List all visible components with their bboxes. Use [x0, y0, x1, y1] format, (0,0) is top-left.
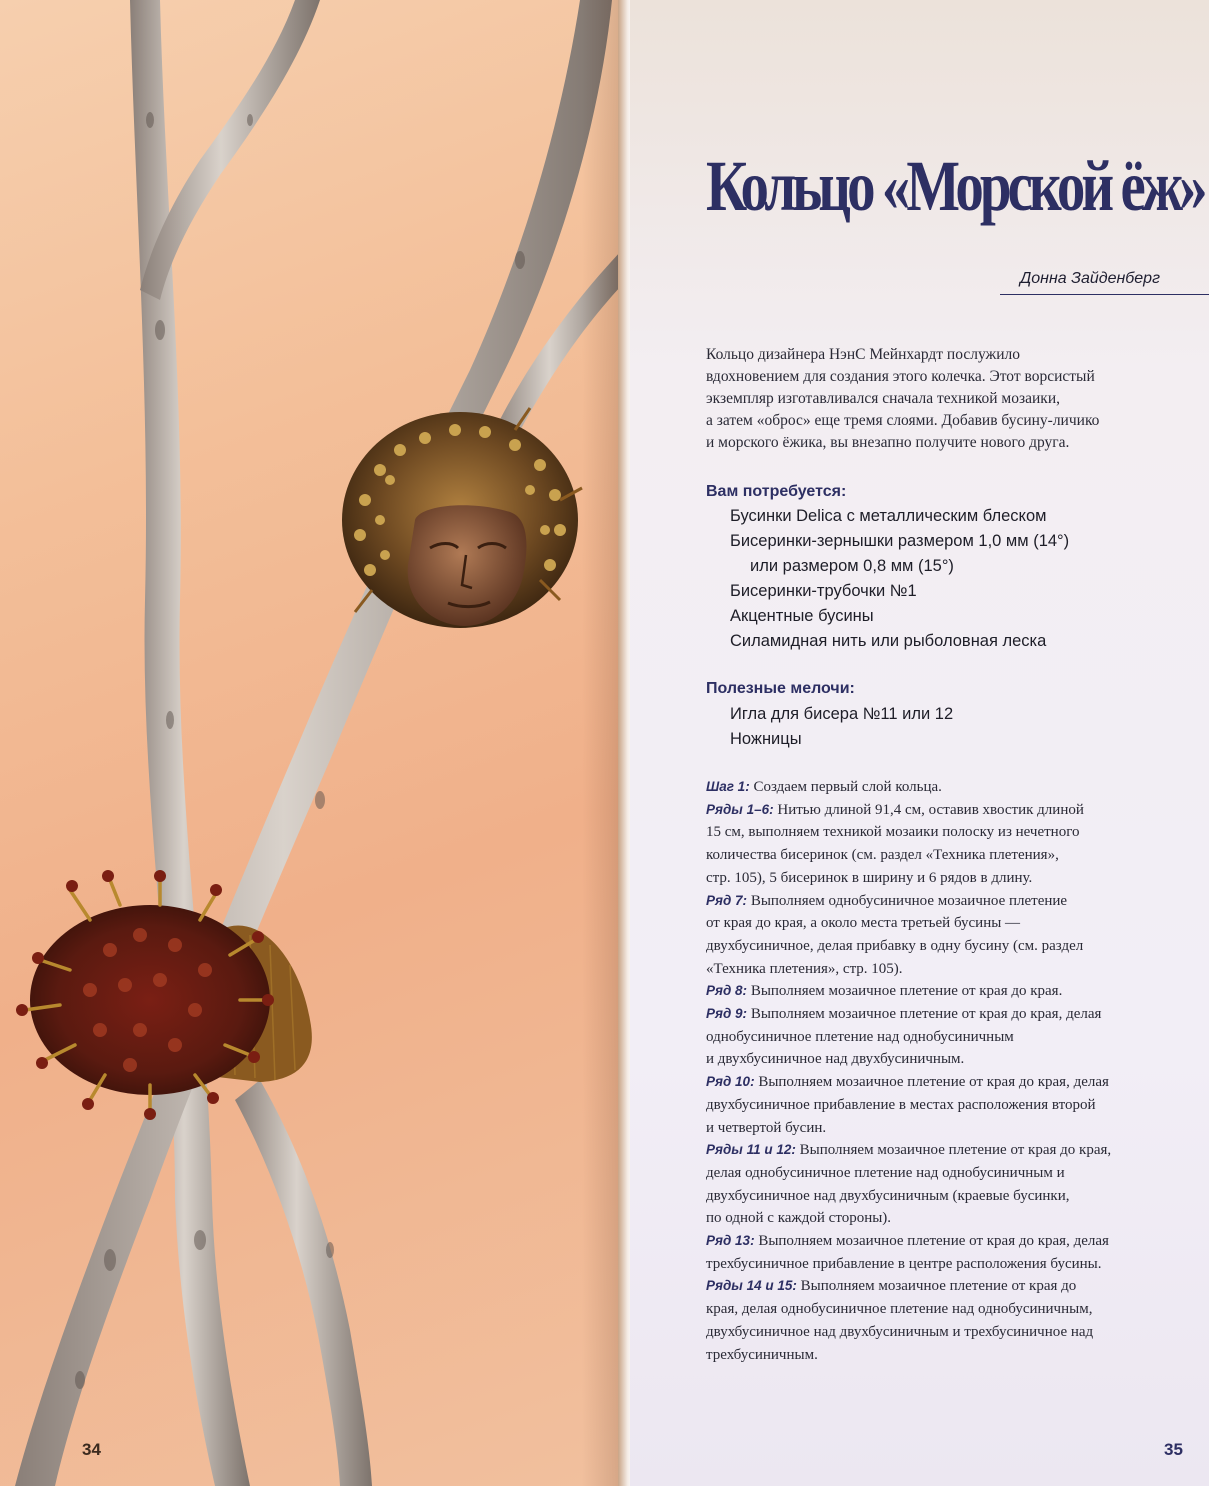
instruction-text: стр. 105), 5 бисеринок в ширину и 6 рядов в длину. [706, 869, 1033, 886]
intro-paragraph [706, 344, 1176, 454]
instruction-text: двухбусиничное, делая прибавку в одну бусину (см. раздел [706, 937, 1084, 954]
page-title: Кольцо «Морской ёж» [706, 146, 1204, 226]
instruction-label: Ряд 10: [706, 1074, 755, 1090]
instruction-line [706, 776, 1196, 799]
instructions [706, 776, 1196, 1366]
instruction-line [706, 1275, 1196, 1298]
instruction-text: количества бисеринок (см. раздел «Техника плетения», [706, 847, 1059, 864]
instruction-line [706, 1230, 1196, 1253]
instruction-label: Ряды 11 и 12: [706, 1142, 796, 1158]
instruction-text: Выполняем однобусиничное мозаичное плетение [747, 892, 1068, 909]
list-item: или размером 0,8 мм (15°) [750, 557, 954, 575]
instruction-text: трехбусиничным. [706, 1346, 818, 1363]
instruction-text: Выполняем мозаичное плетение от края до края, делая [754, 1074, 1109, 1091]
instruction-text: Создаем первый слой кольца. [749, 779, 942, 795]
instruction-line [706, 1162, 1196, 1185]
instruction-line [706, 844, 1196, 867]
instruction-line [706, 867, 1196, 890]
instruction-text: по одной с каждой стороны). [706, 1210, 892, 1227]
instruction-line [706, 1185, 1196, 1208]
instruction-label: Ряд 13: [706, 1233, 755, 1249]
instruction-text: «Техника плетения», стр. 105). [706, 960, 903, 977]
intro-line: вдохновением для создания этого колечка. Этот ворсистый [706, 368, 1095, 385]
instruction-line [706, 980, 1196, 1003]
sea-urchin-ring-face [342, 408, 582, 628]
list-item: Силамидная нить или рыболовная леска [730, 632, 1047, 650]
instruction-line [706, 1071, 1196, 1094]
instruction-text: двухбусиничное над двухбусиничным (краевые бусинки, [706, 1187, 1070, 1204]
list-item: Акцентные бусины [730, 607, 874, 625]
instruction-text: и четвертой бусин. [706, 1119, 827, 1136]
list-item: Игла для бисера №11 или 12 [730, 705, 954, 723]
instruction-line [706, 890, 1196, 913]
instruction-label: Ряд 8: [706, 983, 748, 999]
intro-line: и морского ёжика, вы внезапно получите нового друга. [706, 434, 1070, 451]
instruction-text: Выполняем мозаичное плетение от края до [796, 1278, 1077, 1295]
list-item: Бусинки Delica с металлическим блеском [730, 507, 1047, 525]
instruction-line [706, 821, 1196, 844]
materials-heading: Вам потребуется: [706, 483, 847, 500]
right-page [630, 0, 1209, 1486]
intro-line: экземпляр изготавливался сначала техникой мозаики, [706, 390, 1060, 407]
instruction-text: и двухбусиничное над двухбусиничным. [706, 1051, 965, 1068]
instruction-label: Шаг 1: [706, 779, 750, 794]
instruction-line [706, 1253, 1196, 1276]
instruction-line [706, 912, 1196, 935]
instruction-text: Выполняем мозаичное плетение от края до края, делая [754, 1233, 1109, 1250]
page-number-right: 35 [1164, 1440, 1183, 1459]
instruction-line [706, 1321, 1196, 1344]
instruction-line [706, 1117, 1196, 1140]
instruction-line [706, 935, 1196, 958]
materials-list [730, 504, 1069, 654]
list-item: Ножницы [730, 730, 802, 748]
instruction-text: двухбусиничное над двухбусиничным и трехбусиничное над [706, 1323, 1094, 1340]
instruction-line [706, 1094, 1196, 1117]
instruction-line [706, 1298, 1196, 1321]
sea-urchin-ring-spiky [16, 870, 312, 1120]
instruction-line [706, 1026, 1196, 1049]
instruction-text: двухбусиничное прибавление в местах расположения второй [706, 1096, 1096, 1113]
instruction-label: Ряд 9: [706, 1006, 748, 1022]
author-underline [1000, 294, 1209, 295]
branch-lower-twig [235, 1080, 372, 1486]
instruction-text: Выполняем мозаичное плетение от края до края, делая [747, 1006, 1102, 1023]
page-number-left: 34 [82, 1440, 101, 1459]
instruction-line [706, 1048, 1196, 1071]
list-item: Бисеринки-трубочки №1 [730, 582, 917, 600]
instruction-text: Выполняем мозаичное плетение от края до края, [795, 1142, 1112, 1159]
instruction-line [706, 1003, 1196, 1026]
instruction-line [706, 1139, 1196, 1162]
instruction-line [706, 1344, 1196, 1367]
instruction-text: Нитью длиной 91,4 см, оставив хвостик длиной [773, 801, 1084, 818]
instruction-label: Ряды 14 и 15: [706, 1278, 797, 1294]
list-item: Бисеринки-зернышки размером 1,0 мм (14°) [730, 532, 1070, 550]
instruction-line [706, 1207, 1196, 1230]
author-name: Донна Зайденберг [1020, 270, 1160, 287]
instruction-text: однобусиничное плетение над однобусиничным [706, 1028, 1014, 1045]
instruction-text: края, делая однобусиничное плетение над однобусиничным, [706, 1301, 1093, 1318]
instruction-text: делая однобусиничное плетение над однобусиничным и [706, 1164, 1065, 1181]
branch-upper-twig [140, 0, 320, 300]
instruction-text: Выполняем мозаичное плетение от края до края. [747, 983, 1063, 1000]
intro-line: Кольцо дизайнера НэнС Мейнхардт послужило [706, 346, 1020, 363]
intro-line: а затем «оброс» еще тремя слоями. Добавив бусину-личико [706, 412, 1100, 429]
instruction-line [706, 958, 1196, 981]
instruction-text: от края до края, а около места третьей бусины — [706, 915, 1021, 932]
instruction-text: 15 см, выполняем техникой мозаики полоску из нечетного [706, 824, 1080, 841]
tools-list [730, 702, 953, 752]
instruction-label: Ряд 7: [706, 892, 748, 908]
instruction-text: трехбусиничное прибавление в центре расположения бусины. [706, 1255, 1102, 1272]
instruction-line [706, 799, 1196, 822]
tools-heading: Полезные мелочи: [706, 680, 855, 697]
instruction-label: Ряды 1–6: [706, 801, 774, 817]
